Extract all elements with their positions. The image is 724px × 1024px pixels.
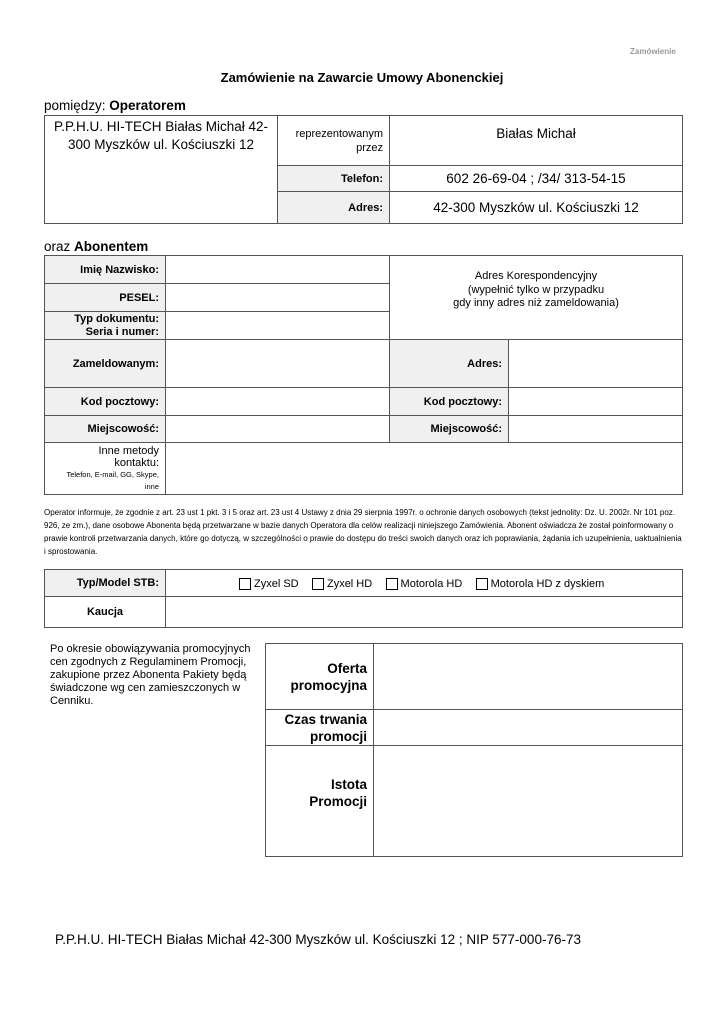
stb-label: Typ/Model STB: <box>45 570 166 597</box>
other-contact-line2: kontaktu: <box>114 456 159 469</box>
corr-city-label: Miejscowość: <box>390 416 509 443</box>
corr-address-label: Adres: <box>390 340 509 388</box>
stb-option-zyxel-sd[interactable] <box>239 578 299 590</box>
other-contact-line1: Inne metody <box>98 444 159 457</box>
document-label <box>45 312 166 340</box>
deposit-field[interactable] <box>166 597 683 628</box>
offer-field[interactable] <box>374 644 683 710</box>
corr-postal-code-field[interactable] <box>509 388 683 416</box>
corr-city-field[interactable] <box>509 416 683 443</box>
address-value[interactable]: 42-300 Myszków ul. Kościuszki 12 <box>390 192 683 224</box>
other-contact-hint: Telefon, E-mail, GG, Skype, inne <box>66 469 159 491</box>
operator-label-prefix: pomiędzy: <box>44 98 106 113</box>
other-contact-label <box>45 443 166 495</box>
stb-option-label: Motorola HD z dyskiem <box>490 577 605 590</box>
legal-notice: Operator informuje, że zgodnie z art. 23 ust 1 pkt. 3 i 5 oraz art. 23 ust 4 Ustawy z dnia 29 sierpnia 1997r. o ochronie danych osobowych (tekst jednolity: Dz. U. 2002r. Nr 101 poz. 926, ze zm.), dane osobowe Abonenta będą przetwarzane w bazie danych Operatora dla celów realizacji niniejszego Zamówienia. Abonent oświadcza że został poinformowany o prawie kontroli przetwarzania danych, które go dotyczą, w szczególności o prawie do dostępu do treści swoich danych oraz ich poprawiania, żądania ich uzupełnienia, uaktualnienia i sprostowania. <box>44 508 682 556</box>
subscriber-label-bold: Abonentem <box>74 239 149 254</box>
other-contact-field[interactable] <box>166 443 683 495</box>
offer-label-line2: promocyjna <box>290 677 367 693</box>
promotion-note: Po okresie obowiązywania promocyjnych cen zgodnych z Regulaminem Promocji, zakupione przez Abonenta Pakiety będą świadczone wg cen zamieszczonych w Cenniku. <box>50 643 251 707</box>
name-field[interactable] <box>166 256 390 284</box>
page-title: Zamówienie na Zawarcie Umowy Abonenckiej <box>220 70 504 85</box>
duration-label-line2: promocji <box>309 728 367 744</box>
essence-field[interactable] <box>374 746 683 857</box>
corr-line-1: Adres Korespondencyjny <box>474 270 598 282</box>
stb-option-motorola-hd-disk[interactable] <box>476 578 605 590</box>
document-field[interactable] <box>166 312 390 340</box>
postal-code-label: Kod pocztowy: <box>45 388 166 416</box>
offer-label-line1: Oferta <box>327 660 367 676</box>
phone-value[interactable]: 602 26-69-04 ; /34/ 313-54-15 <box>390 166 683 192</box>
corr-postal-code-label: Kod pocztowy: <box>390 388 509 416</box>
correspondence-address-note <box>390 256 683 340</box>
represented-value[interactable]: Białas Michał <box>390 116 683 166</box>
promotion-table <box>265 643 683 857</box>
essence-label-line1: Istota <box>330 777 367 792</box>
duration-label-line1: Czas trwania <box>284 711 367 727</box>
checkbox-icon[interactable] <box>476 578 488 590</box>
operator-section-label <box>44 98 186 113</box>
phone-label: Telefon: <box>278 166 390 192</box>
footer-company-info: P.P.H.U. HI-TECH Białas Michał 42-300 Myszków ul. Kościuszki 12 ; NIP 577-000-76-73 <box>55 932 581 947</box>
checkbox-icon[interactable] <box>239 578 251 590</box>
postal-code-field[interactable] <box>166 388 390 416</box>
name-label: Imię Nazwisko: <box>45 256 166 284</box>
stb-option-label: Zyxel SD <box>254 577 299 590</box>
corner-label: Zamówienie <box>630 47 676 56</box>
offer-label <box>266 644 374 710</box>
corr-line-3: gdy inny adres niż zameldowania) <box>453 297 619 309</box>
stb-table <box>44 569 683 628</box>
checkbox-icon[interactable] <box>386 578 398 590</box>
operator-company: P.P.H.U. HI-TECH Białas Michał 42-300 Myszków ul. Kościuszki 12 <box>45 116 278 224</box>
city-field[interactable] <box>166 416 390 443</box>
document-label-line2: Seria i numer: <box>85 325 159 338</box>
duration-field[interactable] <box>374 710 683 746</box>
stb-options <box>166 570 683 597</box>
stb-option-label: Zyxel HD <box>326 577 373 590</box>
stb-option-zyxel-hd[interactable] <box>312 578 372 590</box>
operator-label-bold: Operatorem <box>109 98 186 113</box>
registered-label: Zameldowanym: <box>45 340 166 388</box>
subscriber-table <box>44 255 683 495</box>
corr-address-field[interactable] <box>509 340 683 388</box>
subscriber-section-label <box>44 239 148 254</box>
duration-label <box>266 710 374 746</box>
registered-field[interactable] <box>166 340 390 388</box>
deposit-label: Kaucja <box>45 597 166 628</box>
stb-option-label: Motorola HD <box>400 577 463 590</box>
city-label: Miejscowość: <box>45 416 166 443</box>
operator-table <box>44 115 683 224</box>
corr-line-2: (wypełnić tylko w przypadku <box>467 283 605 296</box>
address-label: Adres: <box>278 192 390 224</box>
checkbox-icon[interactable] <box>312 578 324 590</box>
represented-label: reprezentowanym przez <box>278 116 390 166</box>
subscriber-label-prefix: oraz <box>44 239 71 254</box>
essence-label <box>266 746 374 857</box>
stb-option-motorola-hd[interactable] <box>386 578 463 590</box>
document-label-line1: Typ dokumentu: <box>74 312 159 325</box>
essence-label-line2: Promocji <box>309 794 367 809</box>
pesel-field[interactable] <box>166 284 390 312</box>
pesel-label: PESEL: <box>45 284 166 312</box>
